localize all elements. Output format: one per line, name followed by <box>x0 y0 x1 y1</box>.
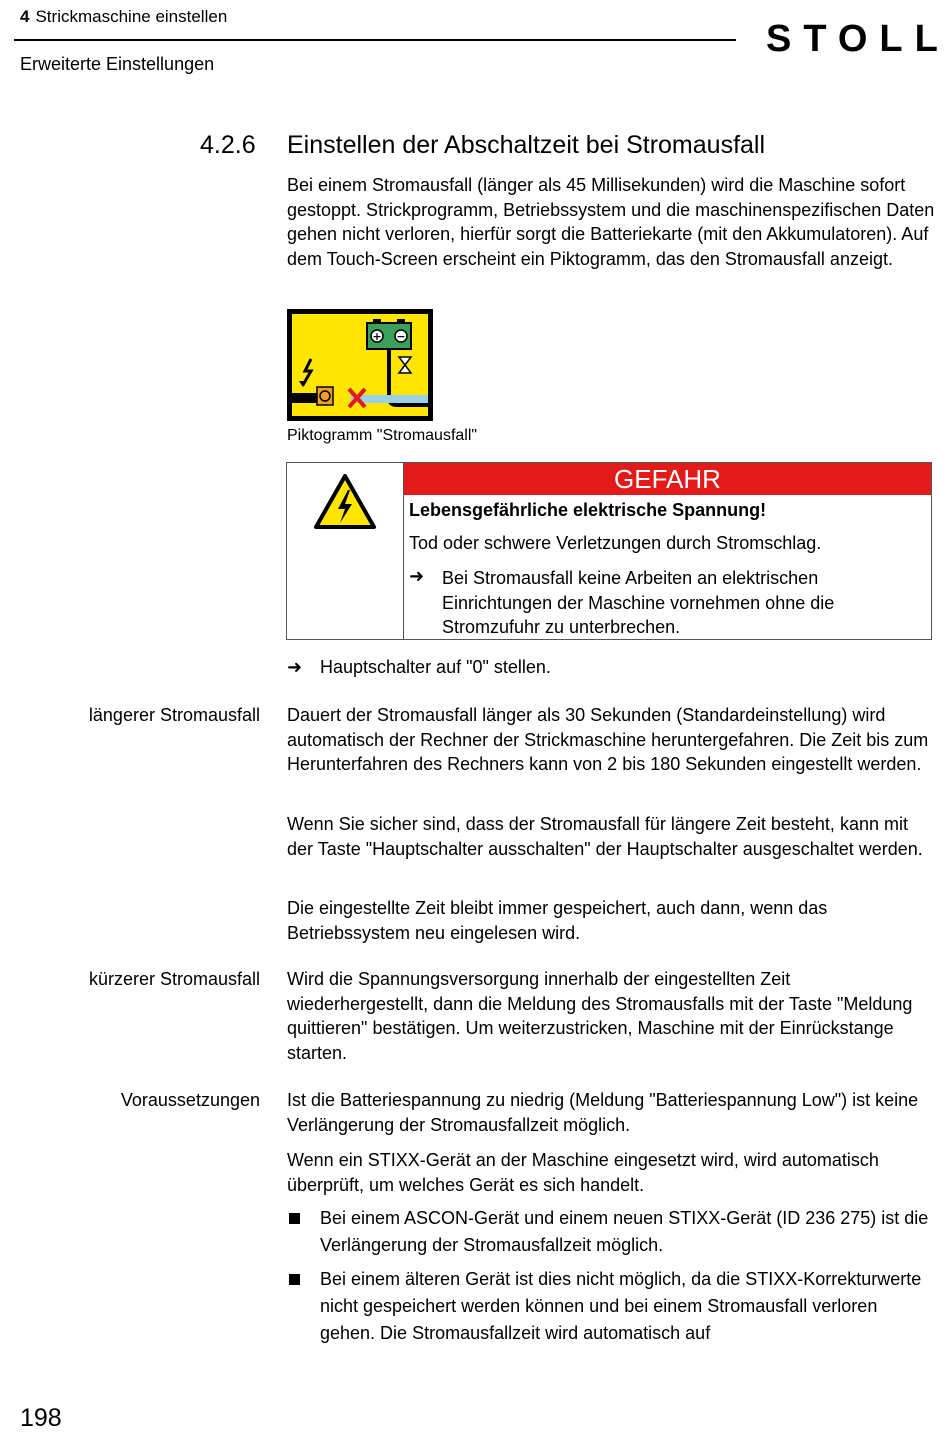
bullet-square-icon <box>289 1213 300 1224</box>
longer-paragraph-3: Die eingestellte Zeit bleibt immer gespeichert, auch dann, wenn das Betriebssystem neu eingelesen wird. <box>287 898 828 943</box>
section-title: Einstellen der Abschaltzeit bei Stromausfall <box>287 131 766 159</box>
side-label-shorter: kürzerer Stromausfall <box>88 969 260 989</box>
danger-icon-cell <box>287 463 404 639</box>
header-rule <box>14 39 736 41</box>
arrow-icon: ➜ <box>409 566 425 586</box>
danger-instruction: Bei Stromausfall keine Arbeiten an elektrischen Einrichtungen der Maschine vornehmen ohne die Stromzufuhr zu unterbrechen. <box>442 568 835 638</box>
high-voltage-warning-icon <box>313 473 377 531</box>
chapter-number: 4 <box>20 7 30 26</box>
requirements-paragraph-1: Ist die Batteriespannung zu niedrig (Meldung "Batteriespannung Low") ist keine Verlängerung der Stromausfallzeit möglich. <box>287 1090 919 1135</box>
chapter-title: Strickmaschine einstellen <box>35 7 228 26</box>
requirements-bullet-1: Bei einem ASCON-Gerät und einem neuen STIXX-Gerät (ID 236 275) ist die Verlängerung der Stromausfallzeit möglich. <box>320 1208 929 1255</box>
requirements-bullet-2: Bei einem älteren Gerät ist dies nicht möglich, da die STIXX-Korrekturwerte nicht gespeichert werden können und bei einem Stromausfall verloren gehen. Die Stromausfallzeit wird automatisch auf <box>320 1269 922 1343</box>
header-subtitle: Erweiterte Einstellungen <box>20 54 215 74</box>
stoll-logo: STOLL <box>766 18 950 60</box>
side-label-requirements: Voraussetzungen <box>120 1090 260 1110</box>
danger-consequence: Tod oder schwere Verletzungen durch Stromschlag. <box>409 533 822 553</box>
longer-paragraph-2: Wenn Sie sicher sind, dass der Stromausfall für längere Zeit besteht, kann mit der Taste "Hauptschalter ausschalten" der Hauptschalter ausgeschaltet werden. <box>287 814 923 859</box>
requirements-paragraph-2: Wenn ein STIXX-Gerät an der Maschine eingesetzt wird, wird automatisch überprüft, um welches Gerät es sich handelt. <box>287 1150 879 1195</box>
intro-paragraph: Bei einem Stromausfall (länger als 45 Millisekunden) wird die Maschine sofort gestoppt. Strickprogramm, Betriebssystem und die maschinenspezifischen Daten gehen nicht verloren, hierfür sorgt die Batteriekarte (mit den Akkumulatoren). Auf dem Touch-Screen erscheint ein Piktogramm, das den Stromausfall anzeigt. <box>287 175 935 269</box>
chapter-heading <box>20 7 227 27</box>
danger-notice <box>286 462 932 640</box>
shorter-paragraph-1: Wird die Spannungsversorgung innerhalb der eingestellten Zeit wiederhergestellt, dann die Meldung des Stromausfalls mit der Taste "Meldung quittieren" bestätigen. Um weiterzustricken, Maschine mit der Einrückstange starten. <box>287 969 913 1063</box>
bullet-square-icon <box>289 1274 300 1285</box>
danger-title: Lebensgefährliche elektrische Spannung! <box>409 500 767 520</box>
power-failure-pictogram <box>287 309 433 421</box>
longer-paragraph-1: Dauert der Stromausfall länger als 30 Sekunden (Standardeinstellung) wird automatisch der Rechner der Strickmaschine heruntergefahren. Die Zeit bis zum Herunterfahren des Rechners kann von 2 bis 180 Sekunden eingestellt werden. <box>287 705 929 775</box>
pictogram-caption: Piktogramm "Stromausfall" <box>287 427 478 444</box>
danger-heading: GEFAHR <box>404 463 931 495</box>
side-label-longer: längerer Stromausfall <box>88 705 260 725</box>
svg-text:+: + <box>372 330 382 343</box>
svg-text:−: − <box>396 330 406 343</box>
section-number: 4.2.6 <box>200 131 256 159</box>
arrow-icon: ➜ <box>287 657 303 677</box>
page-number: 198 <box>20 1404 62 1432</box>
main-switch-step: Hauptschalter auf "0" stellen. <box>320 657 551 677</box>
